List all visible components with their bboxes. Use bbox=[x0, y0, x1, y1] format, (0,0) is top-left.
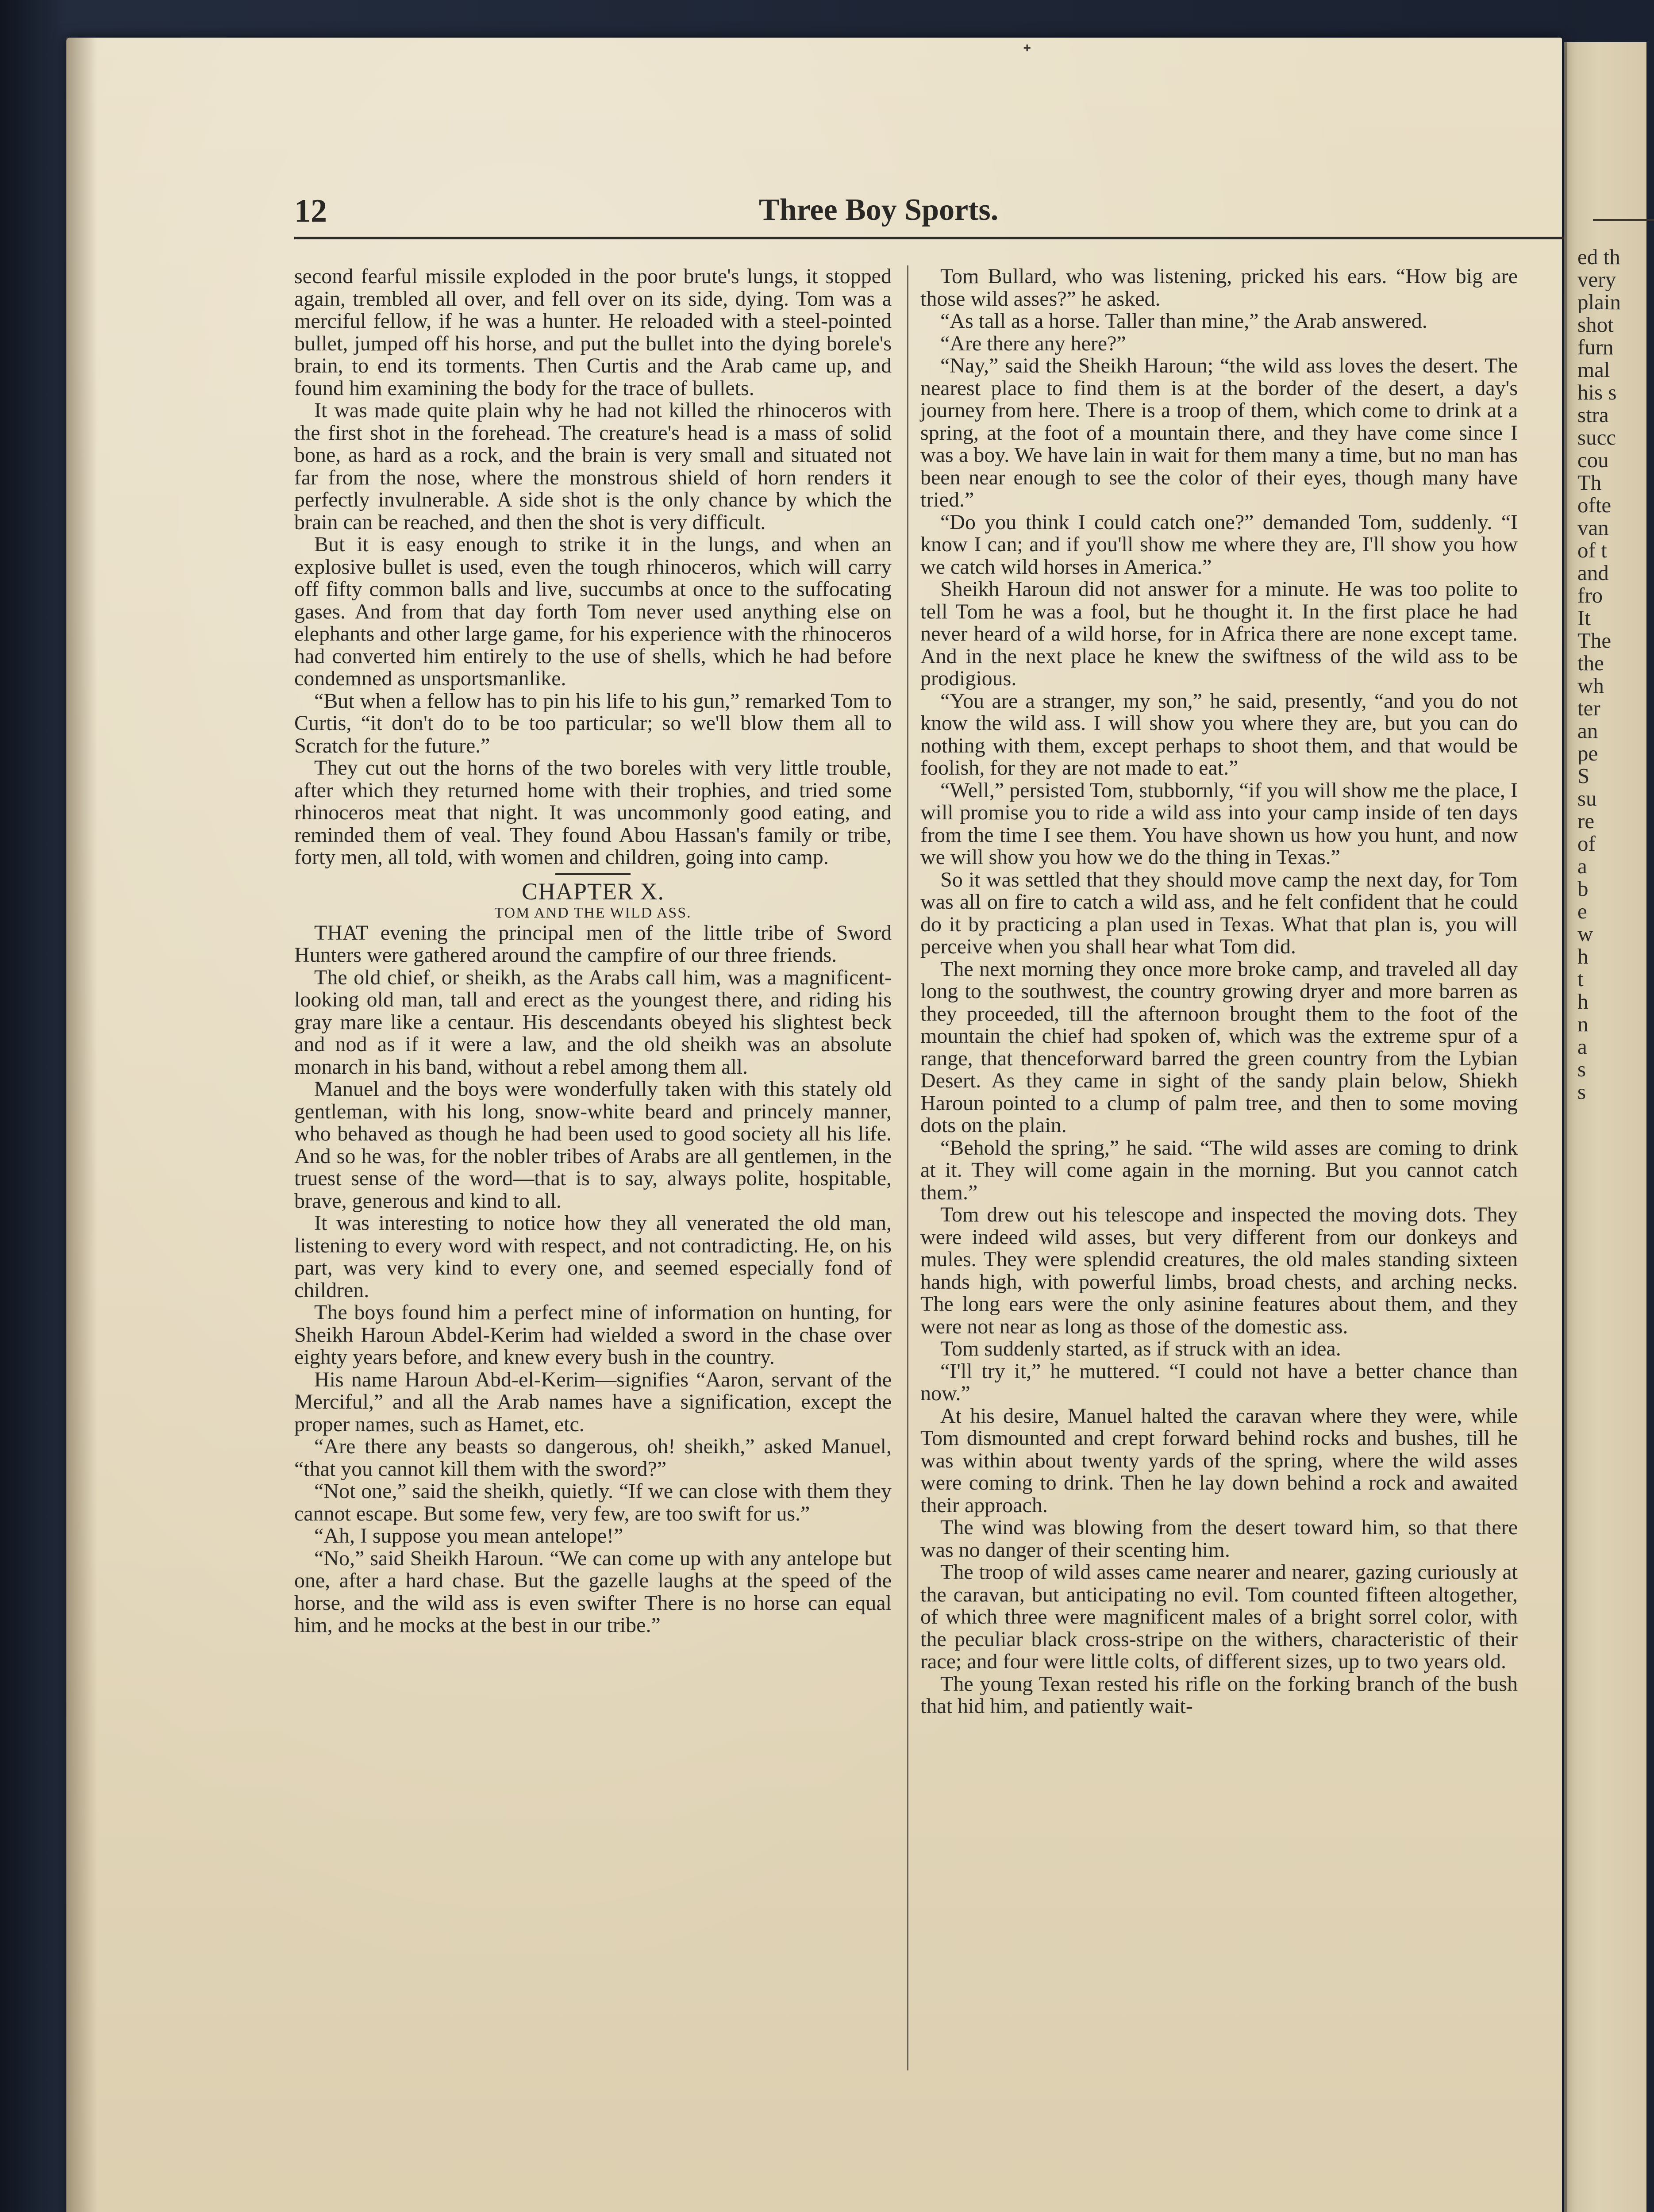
staple-mark: ᐩ bbox=[1022, 38, 1032, 67]
paragraph: The boys found him a perfect mine of information on hunting, for Sheikh Haroun Abdel-Kerim had wielded a sword in the chase over eighty years before, and knew every bush in the country. bbox=[294, 1301, 892, 1369]
adjacent-page-fragment: S bbox=[1577, 764, 1590, 787]
paragraph: “As tall as a horse. Taller than mine,” the Arab answered. bbox=[940, 309, 1427, 333]
paragraph: “Do you think I could catch one?” demanded Tom, suddenly. “I know I can; and if you'll show me where they are, I'll show you how we catch wild horses in America.” bbox=[920, 510, 1518, 579]
adjacent-page-fragment: ter bbox=[1577, 697, 1600, 719]
paragraph: Tom drew out his telescope and inspected the moving dots. They were indeed wild asses, but very different from our donkeys and mules. They were splendid creatures, the old males standing sixteen hands high, with powerful limbs, broad chests, and arching necks. The long ears were the only asinine features about them, and they were not near as long as those of the domestic ass. bbox=[920, 1203, 1518, 1338]
paragraph: It was made quite plain why he had not killed the rhinoceros with the first shot in the forehead. The creature's head is a mass of solid bone, as hard as a rock, and the brain is very small and situated not far from the nose, where the monstrous shield of horn renders it perfectly invulnerable. A side shot is the only chance by which the brain can be reached, and then the shot is very difficult. bbox=[294, 399, 892, 534]
adjacent-page-fragment: his s bbox=[1577, 381, 1617, 403]
adjacent-page-fragment: t bbox=[1577, 968, 1584, 990]
paragraph: The wind was blowing from the desert toward him, so that there was no danger of their scenting him. bbox=[920, 1516, 1518, 1562]
adjacent-page-fragment: ed th bbox=[1577, 246, 1620, 268]
adjacent-page-fragment: w bbox=[1577, 922, 1593, 945]
chapter-heading: CHAPTER X. bbox=[521, 878, 665, 905]
paragraph: “But when a fellow has to pin his life to his gun,” remarked Tom to Curtis, “it don't do to be too particular; so we'll blow them all to Scratch for the future.” bbox=[294, 689, 892, 757]
paragraph: “No,” said Sheikh Haroun. “We can come up with any antelope but one, after a hard chase. But the gazelle laughs at the speed of the horse, and the wild ass is even swifter There is no horse can equal him, and he mocks at the best in our tribe.” bbox=[294, 1546, 892, 1637]
adjacent-page-fragment: shot bbox=[1577, 313, 1614, 336]
running-title: Three Boy Sports. bbox=[759, 193, 999, 227]
paragraph: “Nay,” said the Sheikh Haroun; “the wild ass loves the desert. The nearest place to find them is at the border of the desert, a day's journey from here. There is a troop of them, which come to drink at a spring, at the foot of a mountain there, and they have come since I was a boy. We have lain in wait for them many a time, but no man has been near enough to see the color of their eyes, though many have tried.” bbox=[920, 354, 1518, 511]
adjacent-page-fragment: wh bbox=[1577, 674, 1604, 697]
adjacent-page-fragment: Th bbox=[1577, 471, 1602, 494]
adjacent-page-fragment: ofte bbox=[1577, 494, 1612, 516]
paragraph: Manuel and the boys were wonderfully taken with this stately old gentleman, with his long, snow-white beard and princely manner, who behaved as though he had been used to good society all his life. And so he was, for the nobler tribes of Arabs are all gentlemen, in the truest sense of the word—that is to say, always polite, hospitable, brave, generous and kind to all. bbox=[294, 1077, 892, 1213]
paragraph: “Not one,” said the sheikh, quietly. “If we can close with them they cannot escape. But some few, very few, are too swift for us.” bbox=[294, 1479, 892, 1525]
adjacent-page-fragment: b bbox=[1577, 877, 1589, 900]
right-column bbox=[920, 265, 1518, 1718]
spine-shadow bbox=[66, 38, 97, 2212]
paragraph: His name Haroun Abd-el-Kerim—signifies “Aaron, servant of the Merciful,” and all the Arab names have a signification, except the proper names, such as Hamet, etc. bbox=[294, 1367, 892, 1436]
paragraph: Sheikh Haroun did not answer for a minute. He was too polite to tell Tom he was a fool, but he thought it. In the first place he had never heard of a wild horse, for in Africa there are none except tame. And in the next place he knew the swiftness of the wild ass to be prodigious. bbox=[920, 577, 1518, 690]
chapter-heading-block bbox=[294, 873, 892, 922]
paragraph: “I'll try it,” he muttered. “I could not have a better chance than now.” bbox=[920, 1359, 1518, 1405]
adjacent-page-fragment: re bbox=[1577, 810, 1595, 832]
paragraph: Tom suddenly started, as if struck with an idea. bbox=[940, 1337, 1341, 1360]
paragraph: At his desire, Manuel halted the caravan where they were, while Tom dismounted and crept forward behind rocks and bushes, till he was within about twenty yards of the spring, where the wild asses were coming to drink. Then he lay down behind a rock and awaited their approach. bbox=[920, 1404, 1518, 1517]
adjacent-page-fragment: fro bbox=[1577, 584, 1603, 607]
adjacent-page-fragment: van bbox=[1577, 516, 1609, 539]
adjacent-page-fragment: It bbox=[1577, 607, 1591, 629]
adjacent-page-fragment: very bbox=[1577, 268, 1616, 291]
adjacent-page-fragment: s bbox=[1577, 1058, 1586, 1080]
paragraph: “Ah, I suppose you mean antelope!” bbox=[314, 1524, 623, 1548]
paragraph: “Well,” persisted Tom, stubbornly, “if you will show me the place, I will promise you to ride a wild ass into your camp inside of ten days from the time I see them. You have shown us how you hunt, and now we will show you how we do the thing in Texas.” bbox=[920, 778, 1518, 869]
adjacent-page-fragment: s bbox=[1577, 1080, 1586, 1103]
paragraph: “Are there any beasts so dangerous, oh! sheikh,” asked Manuel, “that you cannot kill them with the sword?” bbox=[294, 1435, 892, 1481]
adjacent-page-fragment: the bbox=[1577, 652, 1604, 674]
adjacent-page-fragment: n bbox=[1577, 1013, 1589, 1035]
chapter-subtitle: TOM AND THE WILD ASS. bbox=[494, 904, 692, 921]
adjacent-page-fragment: a bbox=[1577, 1035, 1587, 1058]
adjacent-page-fragment: The bbox=[1577, 629, 1612, 652]
page-number: 12 bbox=[294, 193, 327, 229]
adjacent-page-fragment: plain bbox=[1577, 291, 1621, 313]
adjacent-page-fragment: su bbox=[1577, 787, 1597, 810]
header-rule bbox=[294, 237, 1564, 239]
adjacent-page-fragment: h bbox=[1577, 990, 1589, 1013]
paragraph: The young Texan rested his rifle on the forking branch of the bush that hid him, and patiently wait- bbox=[920, 1672, 1518, 1718]
paragraph: The next morning they once more broke camp, and traveled all day long to the southwest, the country growing dryer and more barren as they proceeded, till the afternoon brought them to the foot of the mountain the chief had spoken of, which was the extreme spur of a range, that thenceforward barred the green country from the Lybian Desert. As they came in sight of the sandy plain below, Shiekh Haroun pointed to a clump of palm tree, and then to some moving dots on the plain. bbox=[920, 957, 1518, 1137]
paragraph: THAT evening the principal men of the little tribe of Sword Hunters were gathered around the campfire of our three friends. bbox=[294, 921, 892, 967]
adjacent-page-fragment: an bbox=[1577, 719, 1598, 742]
paragraph: “Behold the spring,” he said. “The wild asses are coming to drink at it. They will come again in the morning. But you cannot catch them.” bbox=[920, 1136, 1518, 1204]
adjacent-page-fragment: h bbox=[1577, 945, 1589, 968]
adjacent-page-fragment: and bbox=[1577, 561, 1609, 584]
paragraph: They cut out the horns of the two boreles with very little trouble, after which they returned home with their trophies, and tried some rhinoceros meat that night. It was uncommonly good eating, and reminded them of veal. They found Abou Hassan's family or tribe, forty men, all told, with women and children, going into camp. bbox=[294, 756, 892, 869]
adjacent-page-fragment: cou bbox=[1577, 449, 1609, 471]
adjacent-page-edge bbox=[1564, 42, 1646, 2212]
adjacent-page-fragment: stra bbox=[1577, 403, 1609, 426]
chapter-rule bbox=[555, 873, 631, 875]
adjacent-page-fragment: mal bbox=[1577, 358, 1610, 381]
paragraph: But it is easy enough to strike it in the lungs, and when an explosive bullet is used, even the tough rhinoceros, which will carry off fifty common balls and live, succumbs at once to the suffocating gases. And from that day forth Tom never used anything else on elephants and other large game, for his experience with the rhinoceros had converted him entirely to the use of shells, which he had before condemned as unsportsmanlike. bbox=[294, 533, 892, 690]
paragraph: “Are there any here?” bbox=[940, 331, 1126, 355]
adjacent-page-fragment: furn bbox=[1577, 336, 1614, 358]
adjacent-page-fragment: pe bbox=[1577, 742, 1598, 764]
column-divider bbox=[907, 265, 908, 2070]
paragraph: second fearful missile exploded in the poor brute's lungs, it stopped again, trembled all over, and fell over on its side, dying. Tom was a merciful fellow, if he was a hunter. He reloaded with a steel-pointed bullet, jumped off his horse, and put the bullet into the dying borele's brain, to end its torments. Then Curtis and the Arab came up, and found him examining the body for the trace of bullets. bbox=[294, 265, 892, 400]
page-header bbox=[294, 184, 1577, 232]
left-column bbox=[294, 265, 892, 1637]
adjacent-page-fragment: a bbox=[1577, 855, 1587, 877]
adjacent-page-fragment: succ bbox=[1577, 426, 1616, 449]
paragraph: The troop of wild asses came nearer and nearer, gazing curiously at the caravan, but anticipating no evil. Tom counted fifteen altogether, of which three were magnificent males of a bright sorrel color, with the peculiar black cross-stripe on the withers, characteristic of their race; and four were little colts, of different sizes, up to two years old. bbox=[920, 1560, 1518, 1673]
paragraph: It was interesting to notice how they all venerated the old man, listening to every word with respect, and not contradicting. He, on his part, was very kind to every one, and seemed especially fond of children. bbox=[294, 1211, 892, 1302]
adjacent-page-rule bbox=[1593, 219, 1654, 221]
paragraph: “You are a stranger, my son,” he said, presently, “and you do not know the wild ass. I will show you where they are, but you can do nothing with them, except perhaps to shoot them, and that would be foolish, for they are not made to eat.” bbox=[920, 689, 1518, 780]
adjacent-page-fragment: e bbox=[1577, 900, 1587, 922]
paragraph: The old chief, or sheikh, as the Arabs call him, was a magnificent-looking old man, tall and erect as the youngest there, and riding his gray mare like a centaur. His descendants obeyed his slightest beck and nod as if it were a law, and the old sheikh was an absolute monarch in his band, without a rebel among them all. bbox=[294, 965, 892, 1079]
adjacent-page-fragment: of t bbox=[1577, 539, 1607, 561]
paragraph: So it was settled that they should move camp the next day, for Tom was all on fire to catch a wild ass, and he felt confident that he could do it by practicing a plan used in Texas. What that plan is, you will perceive when you shall hear what Tom did. bbox=[920, 868, 1518, 958]
adjacent-page-fragment: of bbox=[1577, 832, 1596, 855]
paragraph: Tom Bullard, who was listening, pricked his ears. “How big are those wild asses?” he asked. bbox=[920, 265, 1518, 311]
